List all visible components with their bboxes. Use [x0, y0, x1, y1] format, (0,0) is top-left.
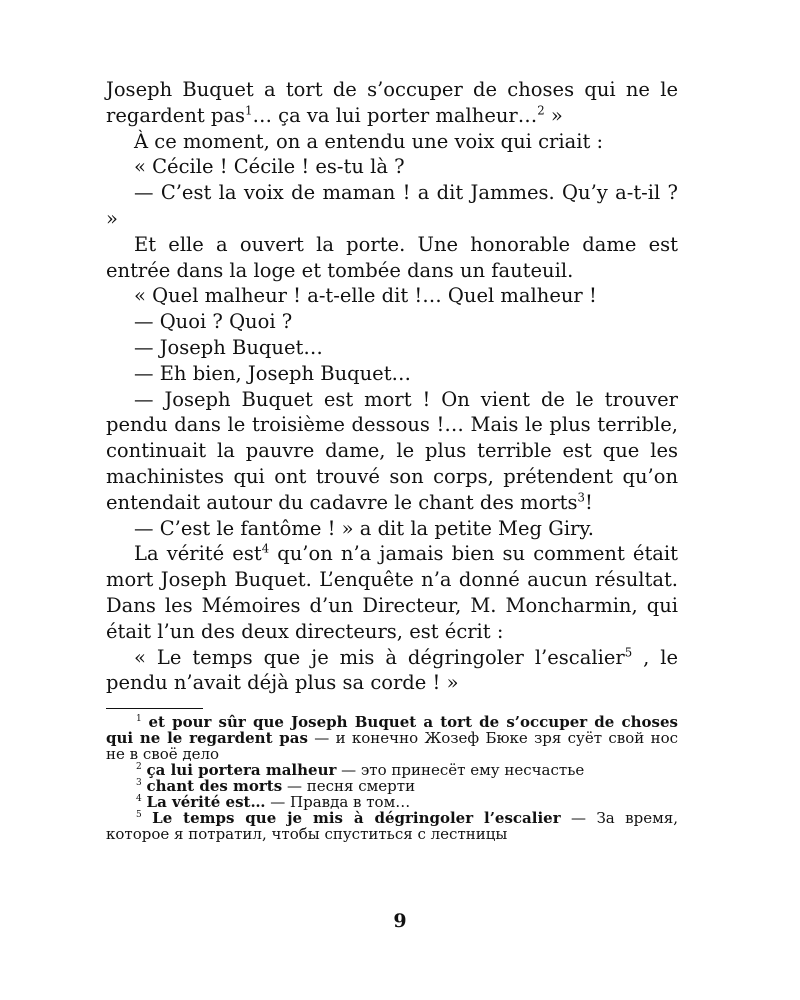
paragraph: [106, 129, 678, 155]
text-run: — C’est la voix de maman ! a dit Jammes. Qu’y a-t-il ? »: [106, 181, 678, 230]
text-run: La vérité est: [134, 542, 262, 566]
paragraph: [106, 309, 678, 335]
footnote-translation: — Правда в том…: [265, 793, 411, 812]
paragraph: [106, 541, 678, 644]
page-body: [106, 77, 678, 842]
paragraph: [106, 516, 678, 542]
footnote-number: 4: [136, 794, 142, 805]
footnote: [106, 762, 678, 778]
footnote: [106, 778, 678, 794]
text-run: !: [584, 490, 593, 514]
text-run: — Joseph Buquet…: [134, 335, 323, 359]
paragraph: [106, 232, 678, 284]
paragraph: [106, 645, 678, 697]
footnote-ref: 3: [577, 490, 585, 505]
footnote-term: ça lui portera malheur: [146, 761, 337, 780]
paragraph: [106, 387, 678, 516]
footnote-rule: [106, 708, 203, 709]
footnote-term: et pour sûr que Joseph Buquet a tort de s’occuper de choses qui ne le regardent pas: [106, 713, 678, 748]
text-run: … ça va lui porter malheur…: [252, 103, 538, 127]
footnote-translation: — За время, которое я потратил, чтобы спуститься с лестницы: [106, 809, 678, 844]
paragraph: [106, 335, 678, 361]
paragraph: [106, 361, 678, 387]
footnote-term: La vérité est…: [146, 793, 266, 812]
text-run: — Quoi ? Quoi ?: [134, 310, 293, 334]
text-run: Et elle a ouvert la porte. Une honorable dame est entrée dans la loge et tombée dans un fauteuil.: [106, 232, 678, 282]
footnote-term: Le temps que je mis à dégringoler l’escalier: [152, 809, 561, 828]
paragraph: [106, 283, 678, 309]
text-run: Joseph Buquet a tort de s’occuper de choses qui ne le regardent pas: [106, 78, 678, 127]
text-run: « Le temps que je mis à dégringoler l’escalier: [134, 645, 625, 669]
text-run: qu’on n’a jamais bien su comment était mort Joseph Buquet. L’enquête n’a donné aucun résultat. Dans les Mémoires d’un Directeur, M. Moncharmin, qui était l’un des deux directeurs, est écrit :: [106, 542, 678, 643]
footnote-translation: — это принесёт ему несчастье: [336, 761, 585, 780]
paragraph: [106, 180, 678, 232]
footnote: [106, 810, 678, 842]
main-text: [106, 77, 678, 696]
text-run: — C’est le fantôme ! » a dit la petite Meg Giry.: [134, 516, 595, 540]
footnote-term: chant des morts: [146, 777, 283, 796]
text-run: « Cécile ! Cécile ! es-tu là ?: [134, 155, 405, 179]
footnote-number: 3: [136, 778, 142, 789]
footnote-ref: 2: [537, 103, 545, 118]
footnote: [106, 794, 678, 810]
footnote-ref: 4: [261, 541, 270, 556]
text-run: À ce moment, on a entendu une voix qui criait :: [134, 129, 604, 153]
page-number: 9: [393, 910, 407, 932]
text-run: « Quel malheur ! a-t-elle dit !… Quel malheur !: [134, 284, 597, 308]
footnote-translation: — песня смерти: [282, 777, 416, 796]
text-run: — Joseph Buquet est mort ! On vient de le trouver pendu dans le troisième dessous !… Mais le plus terrible, continuait la pauvre dame, le plus terrible est que les machinistes qui ont trouvé son corps, prétendent qu’on entendait autour du cadavre le chant des morts: [106, 387, 678, 514]
footnote-number: 1: [136, 714, 142, 725]
text-run: , le pendu n’avait déjà plus sa corde ! »: [106, 645, 678, 695]
paragraph: [106, 77, 678, 129]
footnote-number: 5: [136, 810, 142, 821]
footnotes: [106, 714, 678, 842]
footnote-ref: 5: [624, 645, 633, 660]
footnote: [106, 714, 678, 762]
footnote-ref: 1: [245, 103, 253, 118]
text-run: »: [544, 103, 563, 127]
text-run: — Eh bien, Joseph Buquet…: [134, 361, 412, 385]
footnote-number: 2: [136, 762, 142, 773]
paragraph: [106, 154, 678, 180]
footnote-translation: — и конечно Жозеф Бюке зря суёт свой нос не в своё дело: [106, 729, 679, 764]
